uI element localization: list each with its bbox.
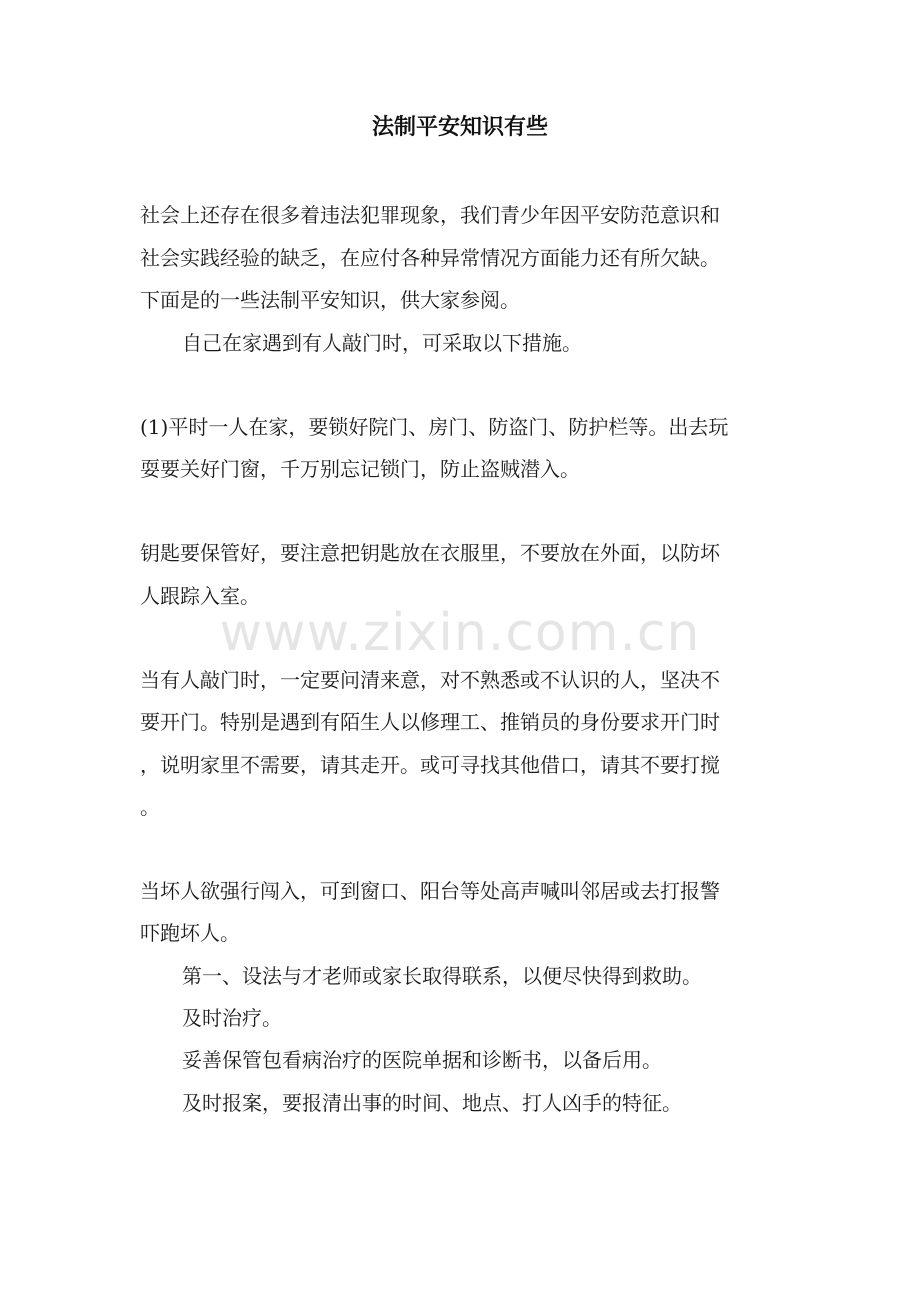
watermark: www.zixin.com.cn [219,603,701,663]
paragraph-line: 耍要关好门窗，千万别忘记锁门，防止盗贼潜入。 [140,457,580,481]
paragraph-line: 及时治疗。 [182,1006,282,1030]
paragraph-line: 第一、设法与才老师或家长取得联系，以便尽快得到救助。 [182,964,702,988]
paragraph-line: 要开门。特别是遇到有陌生人以修理工、推销员的身份要求开门时 [140,710,720,734]
paragraph-line: 下面是的一些法制平安知识，供大家参阅。 [140,288,520,312]
paragraph-line: 当有人敲门时，一定要问清来意，对不熟悉或不认识的人，坚决不 [140,668,720,692]
paragraph-line: ，说明家里不需要，请其走开。或可寻找其他借口，请其不要打搅 [140,753,720,777]
paragraph-line: 社会实践经验的缺乏，在应付各种异常情况方面能力还有所欠缺。 [140,246,720,270]
paragraph-line: 自己在家遇到有人敲门时，可采取以下措施。 [182,331,582,355]
paragraph-line: 人跟踪入室。 [140,584,260,608]
paragraph-line: 钥匙要保管好，要注意把钥匙放在衣服里，不要放在外面，以防坏 [140,541,720,565]
paragraph-line: 吓跑坏人。 [140,921,240,945]
document-title: 法制平安知识有些 [371,115,548,140]
paragraph-line: 及时报案，要报清出事的时间、地点、打人凶手的特征。 [182,1091,682,1115]
paragraph-line: 当坏人欲强行闯入，可到窗口、阳台等处高声喊叫邻居或去打报警 [140,879,720,903]
paragraph-line: 。 [140,795,160,819]
paragraph-line: 社会上还存在很多着违法犯罪现象，我们青少年因平安防范意识和 [140,203,720,227]
paragraph-line: (1)平时一人在家，要锁好院门、房门、防盗门、防护栏等。出去玩 [140,415,729,439]
paragraph-line: 妥善保管包看病治疗的医院单据和诊断书，以备后用。 [182,1048,662,1072]
